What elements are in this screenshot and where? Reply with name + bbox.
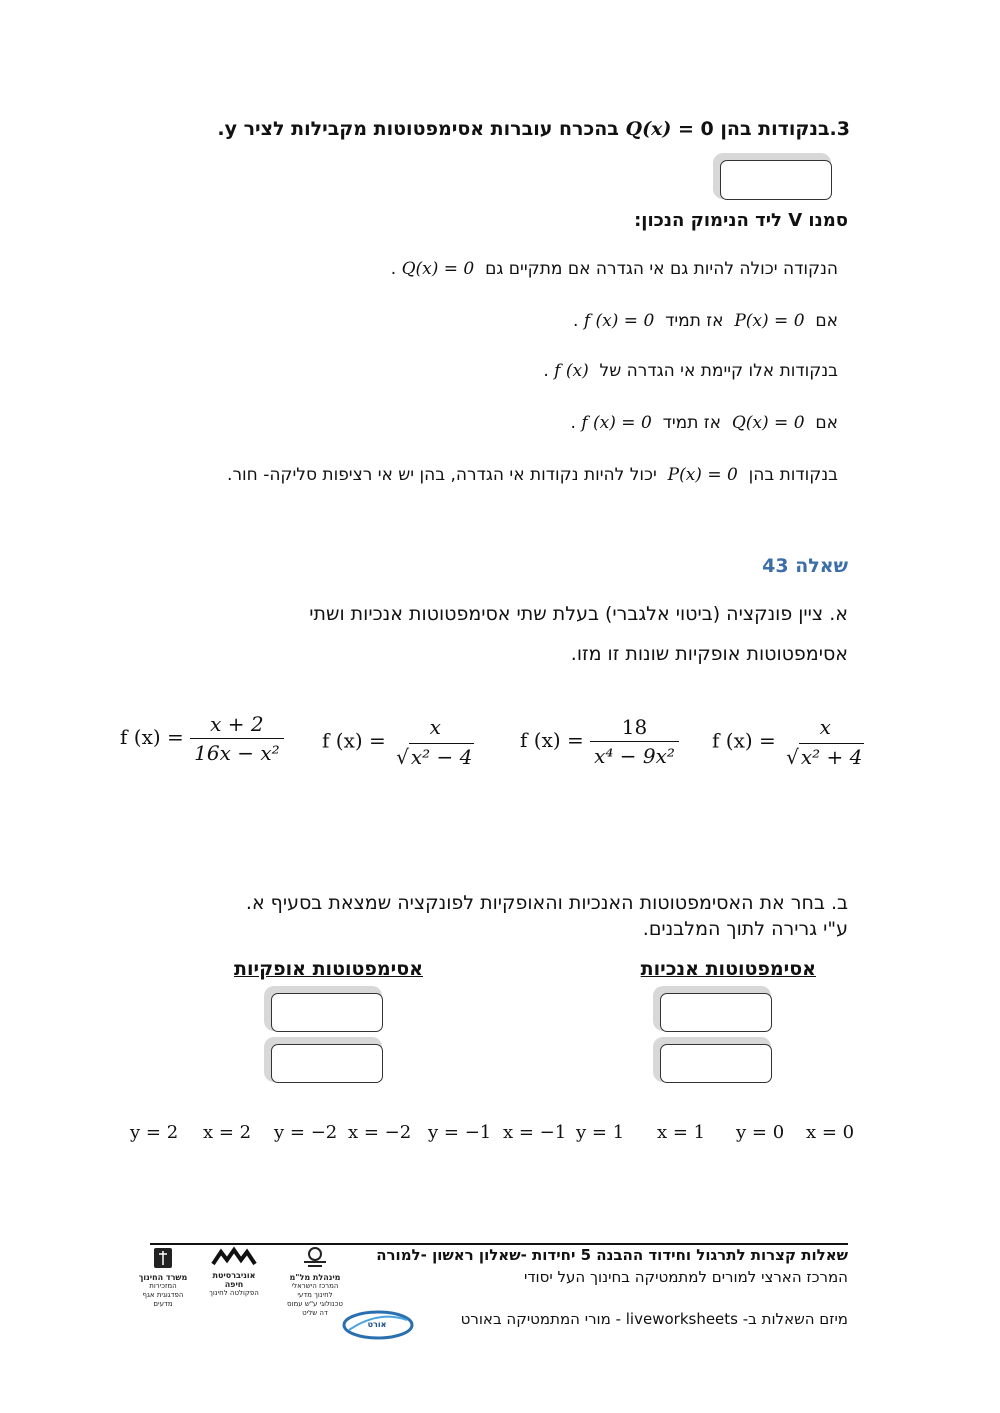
option-3[interactable]: בנקודות אלו קיימת אי הגדרה של f (x) . [543,361,838,381]
function-option-4[interactable]: f (x) = $\frac{x + 2}{\text{16x − x²}}$ [120,712,284,765]
function-option-1[interactable]: f (x) = x √ x² + 4 [712,715,863,769]
vertical-dropbox-2[interactable] [660,1044,772,1083]
chip-y-1[interactable]: y = 1 [576,1122,625,1143]
chip-y-minus-1[interactable]: y = −1 [428,1122,492,1143]
instruction-text: סמנו V ליד הנימוק הנכון: [634,210,848,231]
footer-line-2: המרכז הארצי למורים למתמטיקה בחינוך העל יסודי [523,1268,848,1286]
footer-divider [150,1243,848,1245]
chip-x-minus-2[interactable]: x = −2 [348,1122,412,1143]
part-b-line-1: ב. בחר את האסימפטוטות האנכיות והאופקיות לפונקציה שמצאת בסעיף א. [245,892,848,914]
chip-y-minus-2[interactable]: y = −2 [274,1122,338,1143]
vertical-asymptotes-heading: אסימפטוטות אנכיות [640,958,816,980]
footer-line-3: מיזם השאלות ב- liveworksheets - מורי המתמטיקה באורט [460,1310,848,1328]
chip-x-1[interactable]: x = 1 [657,1122,706,1143]
haifa-university-logo: אוניברסיטת חיפה הפקולטה לחינוך [208,1246,260,1298]
melam-logo: מינהלת מל"מ המרכז הישראלי לחינוך מדעי טכנולוגי ע"ש עמוס דה שליט [285,1246,345,1318]
ministry-of-education-logo: משרד החינוך המזכירות הפדגוגית אגף מדעים [138,1246,188,1309]
part-a-line-2: אסימפטוטות אופקיות שונות זו מזו. [570,643,848,665]
function-option-2[interactable]: f (x) = $\frac{18}{\text{x⁴ − 9x²}}$ [520,715,679,768]
part-b-line-2: ע"י גרירה לתוך המלבנים. [642,918,848,940]
option-1[interactable]: הנקודה יכולה להיות גם אי הגדרה אם מתקיים גם Q(x) = 0 . [390,259,838,279]
chip-x-minus-1[interactable]: x = −1 [503,1122,567,1143]
chip-y-0[interactable]: y = 0 [736,1122,785,1143]
question-43-title: שאלה 43 [762,555,848,577]
chip-x-0[interactable]: x = 0 [806,1122,855,1143]
chip-x-2[interactable]: x = 2 [203,1122,252,1143]
emblem-icon [151,1246,175,1270]
melam-logo-icon [300,1246,330,1270]
part-a-line-1: א. ציין פונקציה (ביטוי אלגברי) בעלת שתי אסימפטוטות אנכיות ושתי [309,603,848,625]
horizontal-asymptotes-heading: אסימפטוטות אופקיות [234,958,423,980]
function-option-3[interactable]: f (x) = x √ x² − 4 [322,715,473,769]
horizontal-dropbox-2[interactable] [271,1044,383,1083]
footer-line-1: שאלות קצרות לתרגול וחידוד ההבנה 5 יחידות -שאלון ראשון -למורה [376,1246,848,1264]
option-2[interactable]: אם P(x) = 0 אז תמיד f (x) = 0 . [573,311,838,331]
q3-answer-dropbox[interactable] [720,160,832,200]
option-4[interactable]: אם Q(x) = 0 אז תמיד f (x) = 0 . [570,413,838,433]
ort-logo: אורט [338,1308,418,1347]
question-3-title: 3.בנקודות בהן 0 = Q(x) בהכרח עוברות אסימפטוטות מקבילות לציר y. [217,118,850,140]
chip-y-2[interactable]: y = 2 [130,1122,179,1143]
option-5[interactable]: בנקודות בהן P(x) = 0 יכול להיות נקודות אי הגדרה, בהן יש אי רציפות סליקה- חור. [227,465,838,485]
horizontal-dropbox-1[interactable] [271,993,383,1032]
haifa-university-logo-icon [211,1246,257,1268]
vertical-dropbox-1[interactable] [660,993,772,1032]
